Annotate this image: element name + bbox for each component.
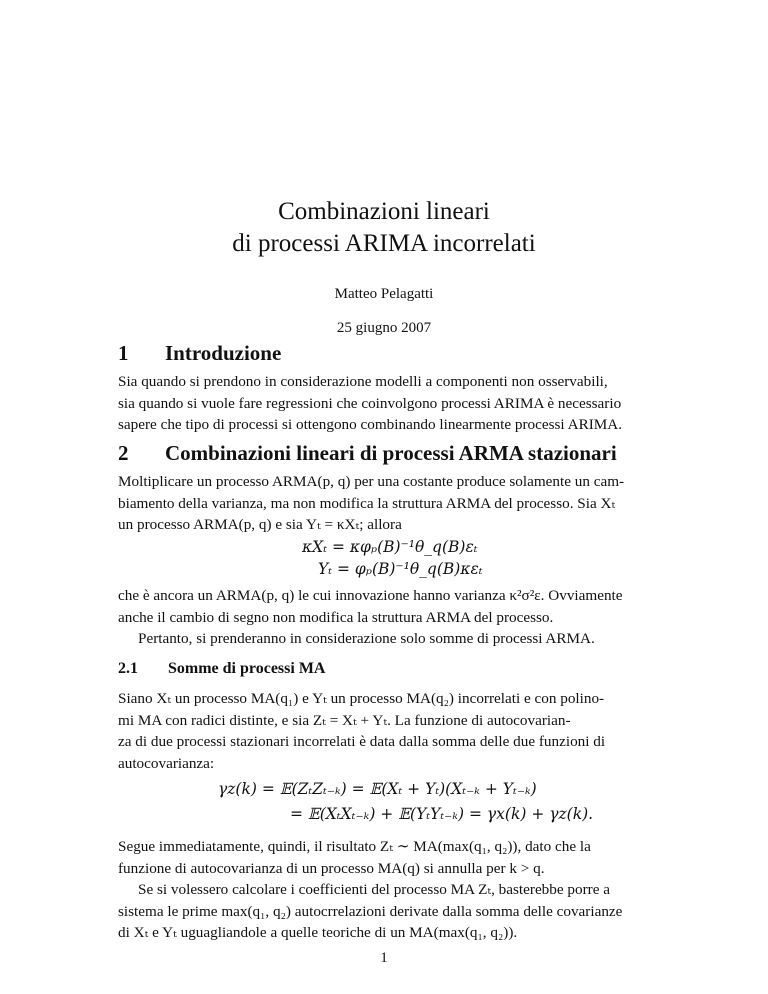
- text-line: anche il cambio di segno non modifica la struttura ARMA del processo.: [118, 608, 554, 626]
- text-line: mi MA con radici distinte, e sia Zₜ = Xₜ + Yₜ. La funzione di autocovarian-: [118, 711, 571, 729]
- date: 25 giugno 2007: [336, 320, 432, 336]
- text-line: Moltiplicare un processo ARMA(p, q) per una costante produce solamente un cam-: [118, 473, 625, 490]
- equation-1: κXₜ = κφₚ(B)⁻¹θ_q(B)εₜ: [302, 538, 478, 556]
- section-title: Combinazioni lineari di processi ARMA stazionari: [165, 441, 617, 465]
- section-title: Introduzione: [165, 341, 282, 365]
- text-line: Siano Xₜ un processo MA(q₁) e Yₜ un processo MA(q₂) incorrelati e con polino-: [118, 690, 605, 707]
- page-number: 1: [380, 950, 388, 966]
- equation-4: = 𝔼(XₜXₜ₋ₖ) + 𝔼(YₜYₜ₋ₖ) = γx(k) + γz(k).: [290, 805, 594, 823]
- text-line: un processo ARMA(p, q) e sia Yₜ = κXₜ; allora: [118, 516, 402, 533]
- text-line: sia quando si vuole fare regressioni che coinvolgono processi ARIMA è necessario: [118, 394, 622, 412]
- text-line: sapere che tipo di processi si ottengono combinando linearmente processi ARIMA.: [118, 416, 623, 433]
- section-number: 1: [118, 341, 129, 365]
- section-1-heading: [118, 341, 281, 366]
- paragraph-intro: [118, 371, 650, 436]
- equation-3: γz(k) = 𝔼(ZₜZₜ₋ₖ) = 𝔼(Xₜ + Yₜ)(Xₜ₋ₖ + Yₜ₋ₖ): [218, 780, 537, 798]
- paper-title-line1: Combinazioni lineari: [278, 198, 490, 225]
- paragraph-ma-sum: [118, 688, 650, 774]
- text-line: autocovarianza:: [118, 754, 215, 772]
- subsection-title: Somme di processi MA: [168, 660, 326, 677]
- text-line: Sia quando si prendono in considerazione modelli a componenti non osservabili,: [118, 373, 608, 390]
- text-line: Pertanto, si prenderanno in considerazione solo somme di processi ARMA.: [138, 630, 595, 647]
- author: Matteo Pelagatti: [334, 286, 434, 302]
- paragraph-arma-scaling: [118, 471, 650, 536]
- text-line: Segue immediatamente, quindi, il risultato Zₜ ∼ MA(max(q₁, q₂)), dato che la: [118, 838, 591, 855]
- paper-title-line2: di processi ARIMA incorrelati: [232, 230, 536, 257]
- text-line: biamento della varianza, ma non modifica la struttura ARMA del processo. Sia Xₜ: [118, 494, 616, 512]
- text-line: sistema le prime max(q₁, q₂) autocrrelazioni derivate dalla somma delle covarianze: [118, 902, 623, 920]
- equation-2: Yₜ = φₚ(B)⁻¹θ_q(B)κεₜ: [318, 560, 483, 578]
- text-line: za di due processi stazionari incorrelati è data dalla somma delle due funzioni di: [118, 733, 606, 750]
- section-number: 2: [118, 441, 129, 465]
- text-line: funzione di autocovarianza di un processo MA(q) si annulla per k > q.: [118, 859, 545, 877]
- subsection-number: 2.1: [118, 660, 138, 677]
- text-line: Se si volessero calcolare i coefficienti del processo MA Zₜ, basterebbe porre a: [138, 881, 610, 898]
- text-line: di Xₜ e Yₜ uguagliandole a quelle teoriche di un MA(max(q₁, q₂)).: [118, 924, 518, 941]
- paragraph-result: [118, 836, 650, 944]
- text-line: che è ancora un ARMA(p, q) le cui innovazione hanno varianza κ²σ²ε. Ovviamente: [118, 587, 623, 604]
- subsection-2-1-heading: [118, 660, 325, 678]
- paragraph-innovation-variance: [118, 585, 650, 650]
- section-2-heading: [118, 441, 617, 466]
